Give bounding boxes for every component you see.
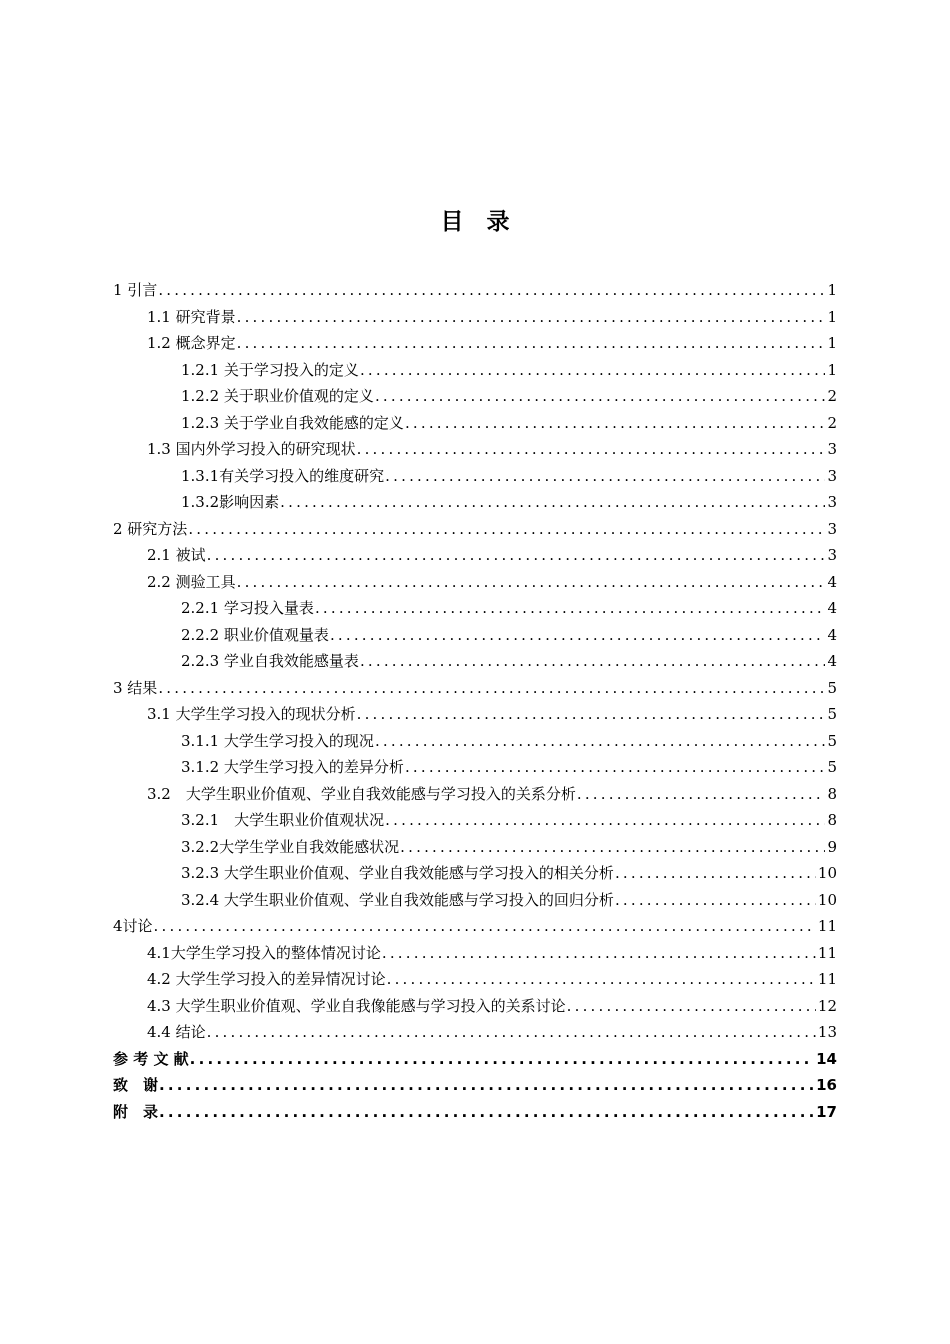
toc-entry-label: 1.2.1 关于学习投入的定义 [181,360,359,379]
toc-leader-dots [387,966,816,993]
toc-entry[interactable] [113,940,837,967]
toc-entry[interactable] [113,489,837,516]
toc-entry-page-number: 3 [827,519,837,538]
toc-entry[interactable] [113,887,837,914]
toc-entry-label: 3.1 大学生学习投入的现状分析 [147,705,356,723]
toc-entry-page-number: 5 [827,731,837,750]
toc-entry-page-number: 3 [827,493,837,511]
toc-entry-page-number: 13 [817,1023,837,1041]
toc-entry-page-number: 14 [816,1049,837,1068]
toc-entry-label: 3.1.2 大学生学习投入的差异分析 [181,758,404,776]
toc-entry[interactable] [113,913,837,940]
toc-leader-dots [615,887,816,914]
toc-entry-page-number: 4 [827,652,837,670]
toc-entry-label: 1.2.3 关于学业自我效能感的定义 [181,413,404,432]
toc-entry-label: 3.1.1 大学生学习投入的现况 [181,731,374,750]
toc-entry-label: 1.3 国内外学习投入的研究现状 [147,440,356,458]
toc-entry[interactable] [113,277,837,304]
toc-entry-page-number: 5 [827,758,837,776]
toc-entry-page-number: 2 [827,413,837,432]
toc-leader-dots [315,595,826,622]
toc-entry-page-number: 4 [827,572,837,591]
toc-entry-page-number: 4 [827,625,837,644]
toc-leader-dots [375,728,826,755]
toc-entry[interactable] [113,993,837,1020]
toc-entry-label: 4.2 大学生学习投入的差异情况讨论 [147,970,386,988]
toc-leader-dots [577,781,826,808]
toc-entry-label: 3 结果 [113,678,158,697]
toc-leader-dots [400,834,825,861]
toc-leader-dots [357,436,826,463]
toc-entry-label: 2.1 被试 [147,546,206,564]
toc-entry[interactable] [113,675,837,702]
toc-leader-dots [237,304,826,331]
toc-entry-page-number: 3 [827,546,837,564]
toc-entry-page-number: 5 [827,678,837,697]
toc-entry-page-number: 11 [817,917,837,935]
toc-entry-label: 1.1 研究背景 [147,307,236,326]
toc-entry-page-number: 8 [827,784,837,803]
toc-entry-page-number: 3 [827,440,837,458]
toc-entry-label: 3.2.2大学生学业自我效能感状况 [181,837,400,856]
toc-leader-dots [615,860,816,887]
toc-entry-label: 1 引言 [113,281,158,299]
toc-entry-label: 1.2.2 关于职业价值观的定义 [181,387,374,405]
toc-entry-label: 3.2.1 大学生职业价值观状况 [181,811,385,829]
toc-entry-label: 4.4 结论 [147,1023,206,1041]
toc-entry-label: 4.1大学生学习投入的整体情况讨论 [147,943,381,962]
toc-leader-dots [405,754,826,781]
toc-entry-label: 2.2.2 职业价值观量表 [181,625,329,644]
toc-entry-page-number: 9 [827,837,837,856]
toc-entry[interactable] [113,383,837,410]
toc-leader-dots [158,277,825,304]
toc-entry-page-number: 11 [817,970,837,988]
toc-entry[interactable] [113,701,837,728]
toc-entry-page-number: 3 [827,466,837,485]
toc-leader-dots [385,463,825,490]
toc-leader-dots [188,516,825,543]
toc-leader-dots [330,622,826,649]
toc-entry-page-number: 8 [827,811,837,829]
toc-entry-page-number: 16 [816,1076,837,1094]
toc-entry-label: 参 考 文 献 [113,1049,189,1068]
toc-entry-label: 1.3.1有关学习投入的维度研究 [181,466,385,485]
toc-entry-page-number: 10 [817,890,837,909]
toc-leader-dots [207,542,826,569]
toc-leader-dots [360,357,826,384]
toc-title: 目 录 [440,209,510,235]
toc-entry-page-number: 10 [817,864,837,882]
toc-entry[interactable] [113,410,837,437]
toc-leader-dots [360,648,826,675]
toc-leader-dots [385,807,825,834]
toc-entry[interactable] [113,304,837,331]
toc-entry-page-number: 17 [816,1102,837,1121]
toc-entry[interactable] [113,807,837,834]
toc-leader-dots [405,410,826,437]
toc-entry-page-number: 12 [817,996,837,1015]
toc-entry[interactable] [113,463,837,490]
toc-entry-page-number: 11 [817,943,837,962]
toc-entry[interactable] [113,330,837,357]
toc-leader-dots [159,1099,814,1126]
toc-leader-dots [207,1019,816,1046]
toc-entry-label: 3.2.4 大学生职业价值观、学业自我效能感与学习投入的回归分析 [181,890,614,909]
toc-entry-page-number: 1 [827,281,837,299]
toc-entry[interactable] [113,595,837,622]
toc-entry[interactable] [113,966,837,993]
toc-entry-label: 附 录 [113,1102,159,1121]
table-of-contents [113,277,837,1125]
toc-leader-dots [280,489,825,516]
toc-entry-label: 2.2 测验工具 [147,572,236,591]
toc-entry[interactable] [113,834,837,861]
toc-entry-label: 1.3.2影响因素 [181,493,280,511]
toc-leader-dots [567,993,816,1020]
toc-leader-dots [382,940,816,967]
toc-leader-dots [154,913,816,940]
toc-entry-page-number: 5 [827,705,837,723]
toc-entry[interactable] [113,622,837,649]
toc-entry-label: 致 谢 [113,1076,159,1094]
toc-entry[interactable] [113,516,837,543]
toc-entry-page-number: 1 [827,360,837,379]
toc-entry[interactable] [113,781,837,808]
toc-entry-label: 4讨论 [113,917,153,935]
toc-entry-page-number: 1 [827,307,837,326]
toc-entry[interactable] [113,728,837,755]
toc-entry[interactable] [113,542,837,569]
toc-entry-label: 2.2.3 学业自我效能感量表 [181,652,359,670]
toc-entry[interactable] [113,754,837,781]
toc-leader-dots [375,383,826,410]
toc-entry-page-number: 2 [827,387,837,405]
toc-entry-label: 2.2.1 学习投入量表 [181,599,314,617]
toc-entry-label: 3.2 大学生职业价值观、学业自我效能感与学习投入的关系分析 [147,784,576,803]
toc-entry[interactable] [113,569,837,596]
toc-entry[interactable] [113,357,837,384]
toc-entry-page-number: 1 [827,334,837,352]
toc-entry-label: 4.3 大学生职业价值观、学业自我像能感与学习投入的关系讨论 [147,996,566,1015]
toc-entry[interactable] [113,1046,837,1073]
toc-leader-dots [357,701,826,728]
toc-entry[interactable] [113,1099,837,1126]
toc-leader-dots [159,1072,814,1099]
toc-entry-page-number: 4 [827,599,837,617]
toc-entry-label: 1.2 概念界定 [147,334,236,352]
toc-leader-dots [190,1046,814,1073]
toc-leader-dots [158,675,825,702]
toc-leader-dots [237,569,826,596]
toc-entry-label: 2 研究方法 [113,519,188,538]
toc-entry[interactable] [113,1019,837,1046]
toc-entry-label: 3.2.3 大学生职业价值观、学业自我效能感与学习投入的相关分析 [181,864,614,882]
toc-entry[interactable] [113,436,837,463]
toc-entry[interactable] [113,648,837,675]
toc-leader-dots [237,330,826,357]
toc-entry[interactable] [113,860,837,887]
toc-entry[interactable] [113,1072,837,1099]
